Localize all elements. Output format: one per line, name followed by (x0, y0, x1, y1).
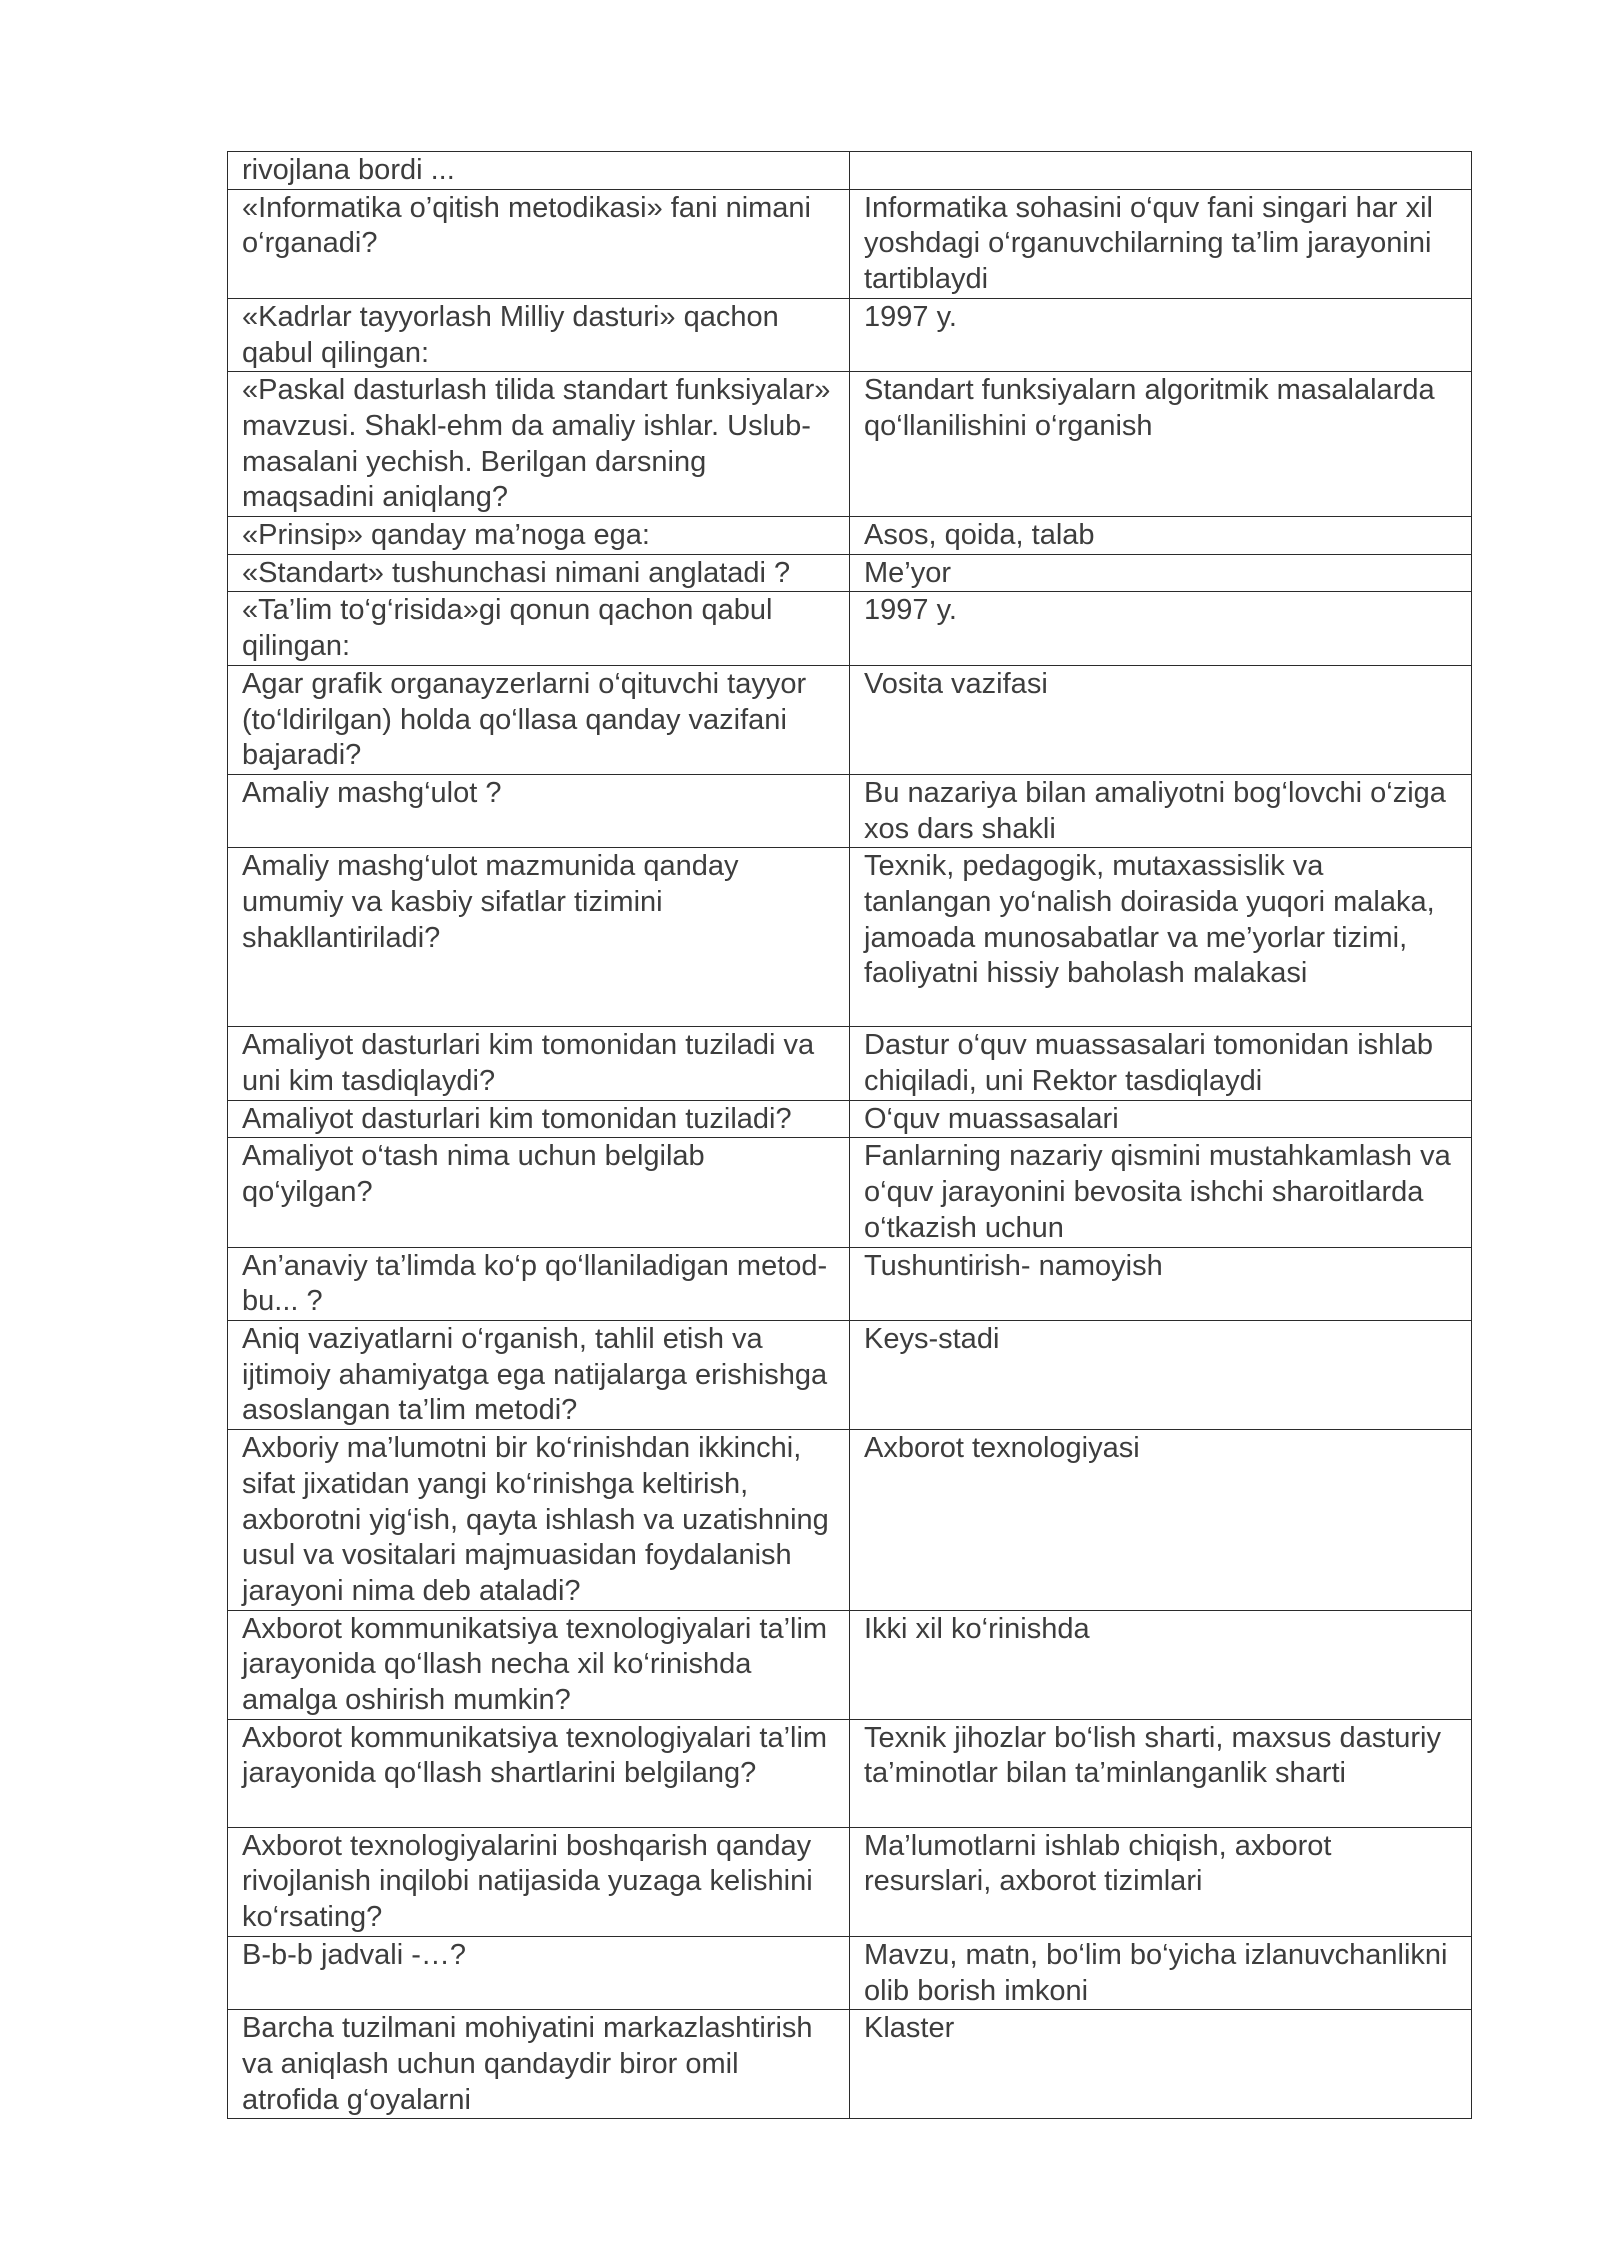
answer-cell (850, 152, 1472, 190)
qa-table (227, 151, 1472, 2119)
question-cell: «Informatika o’qitish metodikasi» fani nimani o‘rganadi? (228, 189, 850, 298)
question-cell: An’anaviy ta’limda ko‘p qo‘llaniladigan metod- bu... ? (228, 1247, 850, 1320)
question-cell: Amaliyot o‘tash nima uchun belgilab qo‘yilgan? (228, 1138, 850, 1247)
question-cell: rivojlana bordi ... (228, 152, 850, 190)
answer-cell: Standart funksiyalarn algoritmik masalalarda qo‘llanilishini o‘rganish (850, 372, 1472, 517)
question-cell: B-b-b jadvali -…? (228, 1936, 850, 2009)
answer-cell: Texnik jihozlar bo‘lish sharti, maxsus dasturiy ta’minotlar bilan ta’minlanganlik sharti (850, 1719, 1472, 1827)
question-cell: «Standart» tushunchasi nimani anglatadi ? (228, 554, 850, 592)
question-cell: Axboriy ma’lumotni bir ko‘rinishdan ikkinchi, sifat jixatidan yangi ko‘rinishga keltirish, axborotni yig‘ish, qayta ishlash va uzatishning usul va vositalari majmuasidan foydalanish jarayoni nima deb ataladi? (228, 1430, 850, 1611)
question-cell: Amaliyot dasturlari kim tomonidan tuziladi? (228, 1100, 850, 1138)
table-row (228, 1719, 1472, 1827)
table-row (228, 592, 1472, 665)
table-row (228, 1827, 1472, 1936)
question-cell: «Paskal dasturlash tilida standart funksiyalar» mavzusi. Shakl-ehm da amaliy ishlar. Uslub-masalani yechish. Berilgan darsning maqsadini aniqlang? (228, 372, 850, 517)
table-row (228, 152, 1472, 190)
table-row (228, 2010, 1472, 2119)
table-row (228, 1100, 1472, 1138)
table-row (228, 189, 1472, 298)
table-row (228, 372, 1472, 517)
table-row (228, 517, 1472, 555)
table-row (228, 554, 1472, 592)
question-cell: «Kadrlar tayyorlash Milliy dasturi» qachon qabul qilingan: (228, 298, 850, 371)
answer-cell: Mavzu, matn, bo‘lim bo‘yicha izlanuvchanlikni olib borish imkoni (850, 1936, 1472, 2009)
table-row (228, 1320, 1472, 1429)
answer-cell: Ikki xil ko‘rinishda (850, 1610, 1472, 1719)
answer-cell: 1997 y. (850, 592, 1472, 665)
answer-cell: Axborot texnologiyasi (850, 1430, 1472, 1611)
question-cell: Axborot kommunikatsiya texnologiyalari ta’lim jarayonida qo‘llash shartlarini belgilang? (228, 1719, 850, 1827)
answer-cell: Me’yor (850, 554, 1472, 592)
answer-cell: Tushuntirish- namoyish (850, 1247, 1472, 1320)
table-row (228, 298, 1472, 371)
answer-cell: Klaster (850, 2010, 1472, 2119)
table-row (228, 774, 1472, 847)
answer-cell: Informatika sohasini o‘quv fani singari har xil yoshdagi o‘rganuvchilarning ta’lim jarayonini tartiblaydi (850, 189, 1472, 298)
answer-cell: Bu nazariya bilan amaliyotni bog‘lovchi o‘ziga xos dars shakli (850, 774, 1472, 847)
question-cell: Amaliyot dasturlari kim tomonidan tuziladi va uni kim tasdiqlaydi? (228, 1027, 850, 1100)
answer-cell: Asos, qoida, talab (850, 517, 1472, 555)
answer-cell: Texnik, pedagogik, mutaxassislik va tanlangan yo‘nalish doirasida yuqori malaka, jamoada munosabatlar va me’yorlar tizimi, faoliyatni hissiy baholash malakasi (850, 848, 1472, 1027)
table-row (228, 1027, 1472, 1100)
question-cell: Axborot kommunikatsiya texnologiyalari ta’lim jarayonida qo‘llash necha xil ko‘rinishda amalga oshirish mumkin? (228, 1610, 850, 1719)
table-row (228, 1430, 1472, 1611)
answer-cell: O‘quv muassasalari (850, 1100, 1472, 1138)
question-cell: «Ta’lim to‘g‘risida»gi qonun qachon qabul qilingan: (228, 592, 850, 665)
table-row (228, 1138, 1472, 1247)
answer-cell: Ma’lumotlarni ishlab chiqish, axborot resurslari, axborot tizimlari (850, 1827, 1472, 1936)
table-row (228, 1247, 1472, 1320)
question-cell: «Prinsip» qanday ma’noga ega: (228, 517, 850, 555)
answer-cell: Fanlarning nazariy qismini mustahkamlash va o‘quv jarayonini bevosita ishchi sharoitlarda o‘tkazish uchun (850, 1138, 1472, 1247)
answer-cell: Keys-stadi (850, 1320, 1472, 1429)
qa-table-body (228, 152, 1472, 2119)
question-cell: Agar grafik organayzerlarni o‘qituvchi tayyor (to‘ldirilgan) holda qo‘llasa qanday vazifani bajaradi? (228, 665, 850, 774)
table-row (228, 848, 1472, 1027)
table-row (228, 665, 1472, 774)
question-cell: Axborot texnologiyalarini boshqarish qanday rivojlanish inqilobi natijasida yuzaga kelishini ko‘rsating? (228, 1827, 850, 1936)
question-cell: Amaliy mashg‘ulot mazmunida qanday umumiy va kasbiy sifatlar tizimini shakllantiriladi? (228, 848, 850, 1027)
answer-cell: Dastur o‘quv muassasalari tomonidan ishlab chiqiladi, uni Rektor tasdiqlaydi (850, 1027, 1472, 1100)
question-cell: Barcha tuzilmani mohiyatini markazlashtirish va aniqlash uchun qandaydir biror omil atrofida g‘oyalarni (228, 2010, 850, 2119)
answer-cell: Vosita vazifasi (850, 665, 1472, 774)
table-row (228, 1610, 1472, 1719)
table-row (228, 1936, 1472, 2009)
question-cell: Amaliy mashg‘ulot ? (228, 774, 850, 847)
question-cell: Aniq vaziyatlarni o‘rganish, tahlil etish va ijtimoiy ahamiyatga ega natijalarga erishishga asoslangan ta’lim metodi? (228, 1320, 850, 1429)
answer-cell: 1997 y. (850, 298, 1472, 371)
